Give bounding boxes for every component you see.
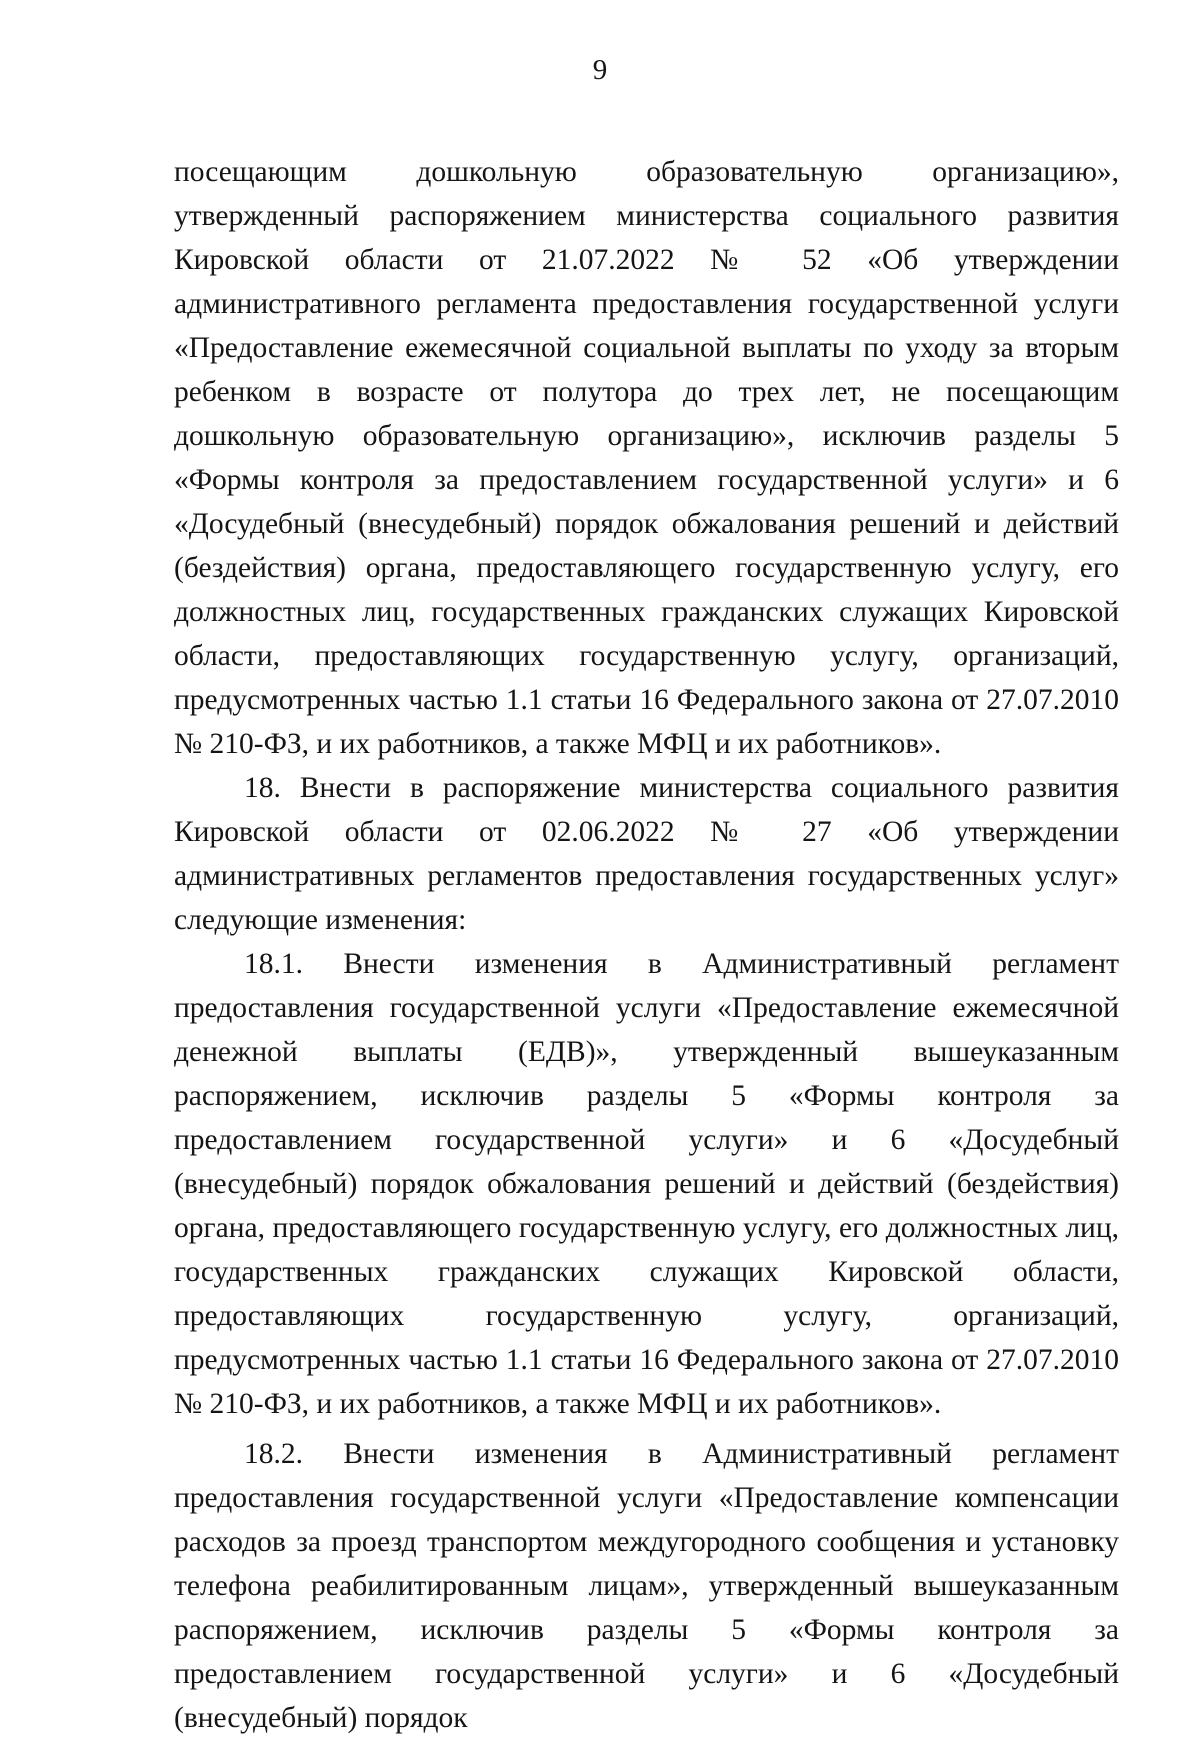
- paragraph-item-18-2: 18.2. Внести изменения в Административный регламент предоставления государственной услуги «Предоставление компенсации расходов за проезд транспортом междугородного сообщения и установку телефона реабилитированным лицам», утвержденный вышеуказанным распоряжением, исключив разделы 5 «Формы контроля за предоставлением государственной услуги» и 6 «Досудебный (внесудебный) порядок: [174, 1438, 1119, 1734]
- page-number: 9: [592, 54, 608, 86]
- paragraph-continuation: посещающим дошкольную образовательную организацию», утвержденный распоряжением министерства социального развития Кировской области от 21.07.2022 № 52 «Об утверждении административного регламента предоставления государственной услуги «Предоставление ежемесячной социальной выплаты по уходу за вторым ребенком в возрасте от полутора до трех лет, не посещающим дошкольную образовательную организацию», исключив разделы 5 «Формы контроля за предоставлением государственной услуги» и 6 «Досудебный (внесудебный) порядок обжалования решений и действий (бездействия) органа, предоставляющего государственную услугу, его должностных лиц, государственных гражданских служащих Кировской области, предоставляющих государственную услугу, организаций, предусмотренных частью 1.1 статьи 16 Федерального закона от 27.07.2010 № 210-ФЗ, и их работников, а также МФЦ и их работников».: [174, 156, 1119, 760]
- paragraph-item-18: 18. Внести в распоряжение министерства социального развития Кировской области от 02.06.2022 № 27 «Об утверждении административных регламентов предоставления государственных услуг» следующие изменения:: [174, 772, 1119, 936]
- document-body: [174, 150, 1119, 1740]
- paragraph-item-18-1: 18.1. Внести изменения в Административный регламент предоставления государственной услуги «Предоставление ежемесячной денежной выплаты (ЕДВ)», утвержденный вышеуказанным распоряжением, исключив разделы 5 «Формы контроля за предоставлением государственной услуги» и 6 «Досудебный (внесудебный) порядок обжалования решений и действий (бездействия) органа, предоставляющего государственную услугу, его должностных лиц, государственных гражданских служащих Кировской области, предоставляющих государственную услугу, организаций, предусмотренных частью 1.1 статьи 16 Федерального закона от 27.07.2010 № 210-ФЗ, и их работников, а также МФЦ и их работников».: [174, 948, 1119, 1420]
